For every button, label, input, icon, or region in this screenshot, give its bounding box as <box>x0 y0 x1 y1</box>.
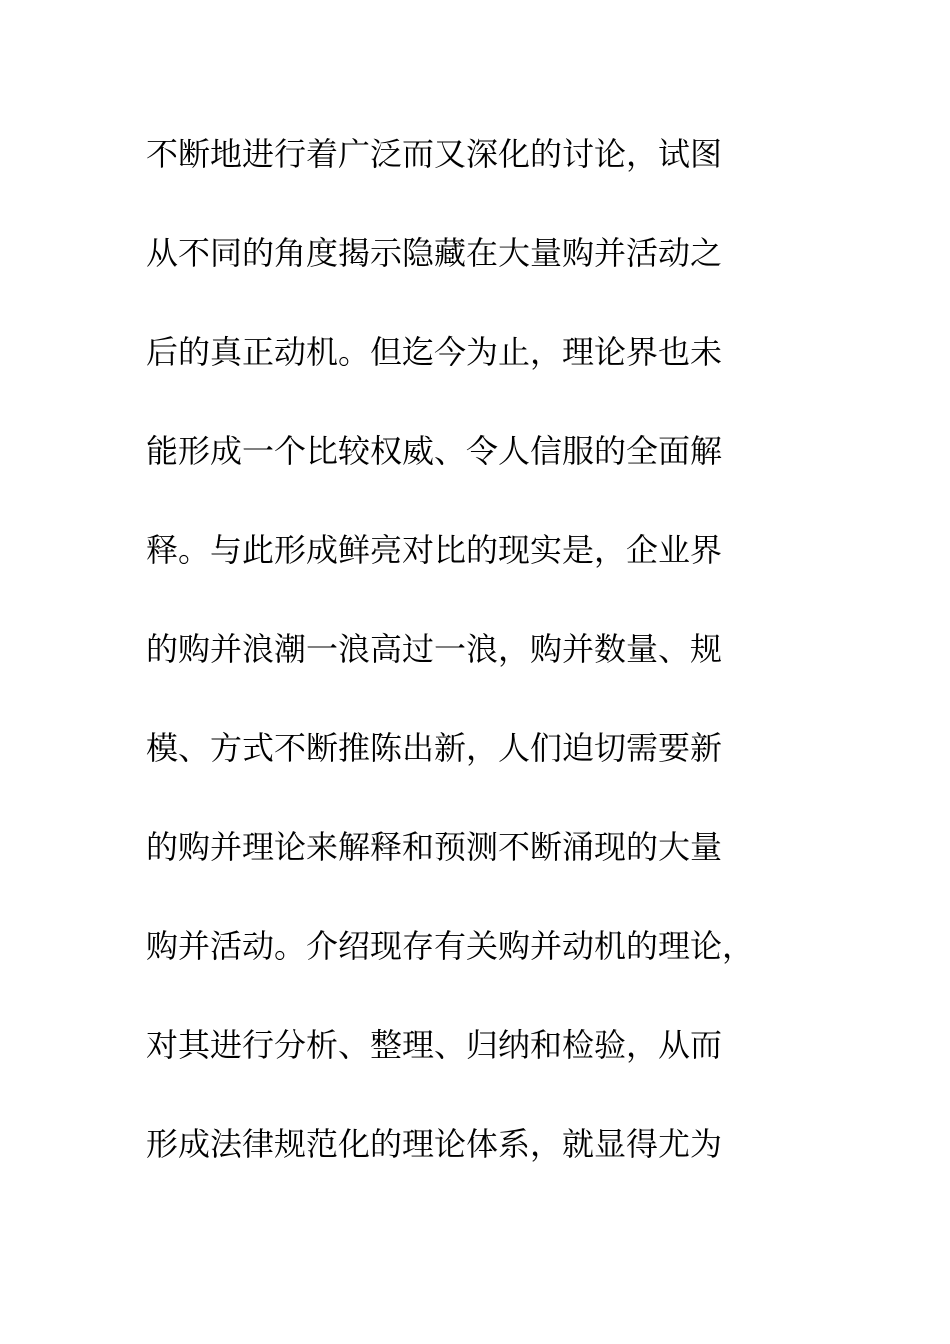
text-line: 的购并理论来解释和预测不断涌现的大量 <box>146 828 723 866</box>
text-line: 形成法律规范化的理论体系，就显得尤为 <box>146 1125 723 1163</box>
text-line: 从不同的角度揭示隐藏在大量购并活动之 <box>146 234 723 272</box>
text-line: 后的真正动机。但迄今为止，理论界也未 <box>146 333 723 371</box>
text-line: 能形成一个比较权威、令人信服的全面解 <box>146 432 723 470</box>
text-line: 的购并浪潮一浪高过一浪，购并数量、规 <box>146 630 723 668</box>
body-text <box>146 124 806 1213</box>
text-line: 模、方式不断推陈出新，人们迫切需要新 <box>146 729 723 767</box>
text-line: 对其进行分析、整理、归纳和检验，从而 <box>146 1026 723 1064</box>
text-line: 释。与此形成鲜亮对比的现实是，企业界 <box>146 531 723 569</box>
text-line: 不断地进行着广泛而又深化的讨论，试图 <box>146 135 723 173</box>
text-line: 购并活动。介绍现存有关购并动机的理论， <box>146 927 755 965</box>
